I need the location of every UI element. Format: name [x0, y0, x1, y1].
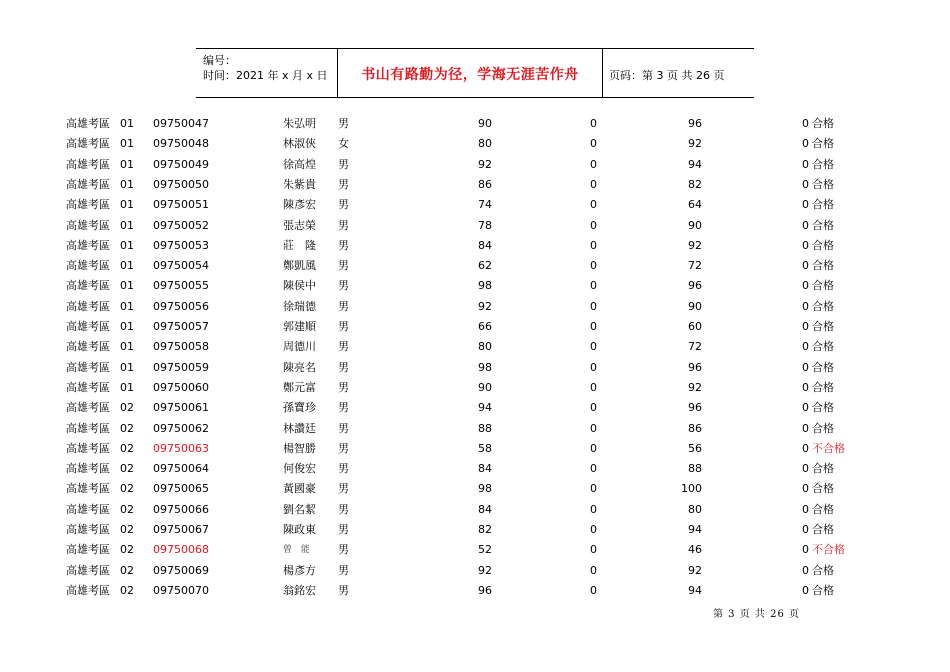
candidate-sex: 男 [338, 462, 349, 476]
score-extra: 0 [590, 380, 597, 394]
result-status: 合格 [812, 462, 834, 476]
table-row [0, 279, 950, 299]
class-number: 01 [120, 157, 134, 171]
class-number: 02 [120, 563, 134, 577]
score-extra: 0 [590, 563, 597, 577]
candidate-id: 09750049 [153, 157, 209, 171]
table-row [0, 178, 950, 198]
score-extra: 0 [590, 157, 597, 171]
exam-region: 高雄考區 [66, 380, 110, 394]
class-number: 01 [120, 177, 134, 191]
score-deduction: 0 [802, 441, 809, 455]
table-row [0, 117, 950, 137]
class-number: 02 [120, 462, 134, 476]
class-number: 01 [120, 259, 134, 273]
score-extra: 0 [590, 543, 597, 557]
table-row [0, 422, 950, 442]
candidate-id: 09750062 [153, 421, 209, 435]
score-extra: 0 [590, 401, 597, 415]
score-written: 84 [478, 462, 492, 476]
candidate-id: 09750047 [153, 117, 209, 130]
score-deduction: 0 [802, 137, 809, 151]
score-practical: 90 [688, 218, 702, 232]
score-extra: 0 [590, 238, 597, 252]
candidate-id: 09750066 [153, 502, 209, 516]
class-number: 02 [120, 421, 134, 435]
candidate-sex: 男 [338, 421, 349, 435]
page-number-label: 页码：第 3 页 共 26 页 [609, 69, 725, 82]
score-extra: 0 [590, 583, 597, 597]
result-status: 合格 [812, 218, 834, 232]
candidate-sex: 男 [338, 502, 349, 516]
score-written: 92 [478, 157, 492, 171]
score-deduction: 0 [802, 218, 809, 232]
score-practical: 92 [688, 137, 702, 151]
score-practical: 56 [688, 441, 702, 455]
result-status: 合格 [812, 583, 834, 597]
score-deduction: 0 [802, 279, 809, 293]
exam-region: 高雄考區 [66, 279, 110, 293]
candidate-sex: 男 [338, 482, 349, 496]
score-practical: 80 [688, 502, 702, 516]
candidate-name: 徐高煌 [283, 157, 316, 171]
score-deduction: 0 [802, 340, 809, 354]
result-status: 合格 [812, 502, 834, 516]
class-number: 02 [120, 523, 134, 536]
score-deduction: 0 [802, 259, 809, 273]
table-row [0, 543, 950, 563]
score-deduction: 0 [802, 198, 809, 212]
candidate-sex: 男 [338, 523, 349, 536]
candidate-sex: 男 [338, 441, 349, 455]
score-written: 80 [478, 137, 492, 151]
table-row [0, 462, 950, 482]
candidate-id: 09750064 [153, 462, 209, 476]
score-practical: 96 [688, 401, 702, 415]
score-written: 92 [478, 299, 492, 313]
result-status: 合格 [812, 340, 834, 354]
score-practical: 72 [688, 259, 702, 273]
table-row [0, 239, 950, 259]
score-written: 86 [478, 177, 492, 191]
exam-region: 高雄考區 [66, 421, 110, 435]
exam-region: 高雄考區 [66, 523, 110, 536]
score-extra: 0 [590, 259, 597, 273]
class-number: 01 [120, 198, 134, 212]
score-written: 94 [478, 401, 492, 415]
score-practical: 64 [688, 198, 702, 212]
table-row [0, 340, 950, 360]
score-extra: 0 [590, 523, 597, 536]
candidate-name: 陳亮名 [283, 360, 316, 374]
score-extra: 0 [590, 218, 597, 232]
exam-region: 高雄考區 [66, 401, 110, 415]
score-practical: 96 [688, 360, 702, 374]
candidate-sex: 男 [338, 543, 349, 557]
score-extra: 0 [590, 177, 597, 191]
candidate-name: 黃國豪 [283, 482, 316, 496]
exam-region: 高雄考區 [66, 441, 110, 455]
score-practical: 46 [688, 543, 702, 557]
score-practical: 90 [688, 299, 702, 313]
exam-region: 高雄考區 [66, 299, 110, 313]
score-deduction: 0 [802, 482, 809, 496]
candidate-name: 周德川 [283, 340, 316, 354]
table-row [0, 198, 950, 218]
score-extra: 0 [590, 137, 597, 151]
score-practical: 82 [688, 177, 702, 191]
score-deduction: 0 [802, 523, 809, 536]
score-written: 52 [478, 543, 492, 557]
score-practical: 96 [688, 279, 702, 293]
candidate-name: 徐瑞德 [283, 299, 316, 313]
score-deduction: 0 [802, 563, 809, 577]
motto-text: 书山有路勤为径，学海无涯苦作舟 [361, 67, 579, 83]
score-deduction: 0 [802, 177, 809, 191]
table-row [0, 158, 950, 178]
score-practical: 92 [688, 238, 702, 252]
class-number: 01 [120, 117, 134, 130]
class-number: 01 [120, 380, 134, 394]
class-number: 01 [120, 299, 134, 313]
score-deduction: 0 [802, 543, 809, 557]
candidate-name: 朱弘明 [283, 117, 316, 130]
table-row [0, 442, 950, 462]
score-written: 98 [478, 360, 492, 374]
score-extra: 0 [590, 441, 597, 455]
candidate-id: 09750048 [153, 137, 209, 151]
score-extra: 0 [590, 462, 597, 476]
class-number: 02 [120, 583, 134, 597]
class-number: 02 [120, 441, 134, 455]
class-number: 01 [120, 320, 134, 333]
exam-region: 高雄考區 [66, 340, 110, 354]
score-practical: 96 [688, 117, 702, 130]
candidate-id: 09750054 [153, 259, 209, 273]
candidate-name: 郭建順 [283, 320, 316, 333]
page-footer: 第 3 页 共 26 页 [713, 609, 800, 620]
result-status: 合格 [812, 157, 834, 171]
score-practical: 92 [688, 563, 702, 577]
score-practical: 60 [688, 320, 702, 333]
score-written: 62 [478, 259, 492, 273]
exam-region: 高雄考區 [66, 177, 110, 191]
score-written: 98 [478, 279, 492, 293]
table-row [0, 584, 950, 604]
candidate-sex: 女 [338, 137, 349, 151]
result-status: 合格 [812, 137, 834, 151]
candidate-id: 09750067 [153, 523, 209, 536]
class-number: 02 [120, 482, 134, 496]
page-header [196, 48, 754, 98]
class-number: 01 [120, 360, 134, 374]
class-number: 02 [120, 543, 134, 557]
candidate-sex: 男 [338, 117, 349, 130]
candidate-id: 09750053 [153, 238, 209, 252]
score-written: 82 [478, 523, 492, 536]
score-deduction: 0 [802, 320, 809, 333]
candidate-name: 林淑俠 [283, 137, 316, 151]
candidate-id: 09750056 [153, 299, 209, 313]
score-extra: 0 [590, 320, 597, 333]
result-status: 不合格 [812, 441, 845, 455]
score-deduction: 0 [802, 583, 809, 597]
candidate-sex: 男 [338, 320, 349, 333]
class-number: 01 [120, 340, 134, 354]
score-deduction: 0 [802, 401, 809, 415]
candidate-name: 翁銘宏 [283, 583, 316, 597]
exam-region: 高雄考區 [66, 259, 110, 273]
exam-region: 高雄考區 [66, 360, 110, 374]
score-extra: 0 [590, 198, 597, 212]
candidate-id: 09750050 [153, 177, 209, 191]
candidate-sex: 男 [338, 198, 349, 212]
result-status: 合格 [812, 380, 834, 394]
candidate-sex: 男 [338, 380, 349, 394]
time-label: 时间：2021 年 x 月 x 日 [203, 69, 328, 82]
candidate-sex: 男 [338, 299, 349, 313]
score-deduction: 0 [802, 462, 809, 476]
table-row [0, 401, 950, 421]
candidate-id: 09750058 [153, 340, 209, 354]
candidate-name: 林讚廷 [283, 421, 316, 435]
candidate-id: 09750057 [153, 320, 209, 333]
candidate-name: 楊彥方 [283, 563, 316, 577]
candidate-name: 鄭凱風 [283, 259, 316, 273]
class-number: 02 [120, 502, 134, 516]
score-practical: 88 [688, 462, 702, 476]
exam-region: 高雄考區 [66, 117, 110, 130]
exam-region: 高雄考區 [66, 583, 110, 597]
candidate-name: 何俊宏 [283, 462, 316, 476]
candidate-sex: 男 [338, 218, 349, 232]
table-row [0, 219, 950, 239]
candidate-name: 劉名絜 [283, 502, 316, 516]
table-row [0, 259, 950, 279]
result-status: 不合格 [812, 543, 845, 557]
table-row [0, 564, 950, 584]
score-extra: 0 [590, 421, 597, 435]
table-row [0, 137, 950, 157]
score-written: 90 [478, 380, 492, 394]
score-written: 90 [478, 117, 492, 130]
result-status: 合格 [812, 259, 834, 273]
exam-region: 高雄考區 [66, 198, 110, 212]
candidate-id: 09750051 [153, 198, 209, 212]
score-written: 80 [478, 340, 492, 354]
score-extra: 0 [590, 482, 597, 496]
result-status: 合格 [812, 401, 834, 415]
candidate-id: 09750052 [153, 218, 209, 232]
result-status: 合格 [812, 198, 834, 212]
score-practical: 94 [688, 523, 702, 536]
exam-region: 高雄考區 [66, 482, 110, 496]
header-divider [602, 49, 603, 97]
candidate-id: 09750065 [153, 482, 209, 496]
candidate-id: 09750060 [153, 380, 209, 394]
score-deduction: 0 [802, 117, 809, 130]
exam-region: 高雄考區 [66, 543, 110, 557]
score-written: 88 [478, 421, 492, 435]
candidate-sex: 男 [338, 279, 349, 293]
score-deduction: 0 [802, 360, 809, 374]
candidate-id: 09750061 [153, 401, 209, 415]
exam-region: 高雄考區 [66, 157, 110, 171]
table-row [0, 300, 950, 320]
score-practical: 92 [688, 380, 702, 394]
result-status: 合格 [812, 299, 834, 313]
score-written: 74 [478, 198, 492, 212]
candidate-name: 莊 隆 [283, 238, 316, 252]
candidate-name: 楊智勝 [283, 441, 316, 455]
candidate-name: 陳彥宏 [283, 198, 316, 212]
exam-region: 高雄考區 [66, 563, 110, 577]
result-status: 合格 [812, 117, 834, 130]
exam-region: 高雄考區 [66, 320, 110, 333]
score-extra: 0 [590, 279, 597, 293]
score-deduction: 0 [802, 421, 809, 435]
table-row [0, 503, 950, 523]
score-extra: 0 [590, 299, 597, 313]
result-status: 合格 [812, 177, 834, 191]
candidate-sex: 男 [338, 177, 349, 191]
score-practical: 100 [681, 482, 702, 496]
exam-region: 高雄考區 [66, 238, 110, 252]
score-extra: 0 [590, 360, 597, 374]
candidate-sex: 男 [338, 360, 349, 374]
table-row [0, 482, 950, 502]
result-status: 合格 [812, 563, 834, 577]
result-status: 合格 [812, 421, 834, 435]
candidate-name: 鄭元富 [283, 380, 316, 394]
candidate-name: 張志榮 [283, 218, 316, 232]
candidate-name: 孫寶珍 [283, 401, 316, 415]
score-practical: 86 [688, 421, 702, 435]
number-label: 编号： [203, 54, 236, 67]
candidate-sex: 男 [338, 259, 349, 273]
table-row [0, 381, 950, 401]
candidate-name: 陳侯中 [283, 279, 316, 293]
exam-region: 高雄考區 [66, 218, 110, 232]
class-number: 01 [120, 137, 134, 151]
score-deduction: 0 [802, 157, 809, 171]
score-written: 78 [478, 218, 492, 232]
score-written: 58 [478, 441, 492, 455]
score-written: 92 [478, 563, 492, 577]
exam-region: 高雄考區 [66, 462, 110, 476]
candidate-id: 09750059 [153, 360, 209, 374]
score-written: 84 [478, 238, 492, 252]
table-row [0, 523, 950, 543]
candidate-name: 朱紫貴 [283, 177, 316, 191]
candidate-sex: 男 [338, 401, 349, 415]
candidate-sex: 男 [338, 340, 349, 354]
score-deduction: 0 [802, 238, 809, 252]
candidate-id: 09750068 [153, 543, 209, 557]
exam-region: 高雄考區 [66, 137, 110, 151]
table-row [0, 361, 950, 381]
candidate-id: 09750069 [153, 563, 209, 577]
candidate-id: 09750055 [153, 279, 209, 293]
result-status: 合格 [812, 238, 834, 252]
score-extra: 0 [590, 502, 597, 516]
candidate-sex: 男 [338, 238, 349, 252]
candidate-sex: 男 [338, 583, 349, 597]
class-number: 01 [120, 238, 134, 252]
result-status: 合格 [812, 360, 834, 374]
candidate-sex: 男 [338, 563, 349, 577]
table-row [0, 320, 950, 340]
result-status: 合格 [812, 279, 834, 293]
class-number: 01 [120, 218, 134, 232]
score-written: 98 [478, 482, 492, 496]
class-number: 01 [120, 279, 134, 293]
result-status: 合格 [812, 320, 834, 333]
candidate-name: 曾 能 [283, 545, 313, 556]
result-status: 合格 [812, 523, 834, 536]
score-deduction: 0 [802, 380, 809, 394]
score-practical: 94 [688, 583, 702, 597]
score-deduction: 0 [802, 299, 809, 313]
candidate-sex: 男 [338, 157, 349, 171]
score-written: 84 [478, 502, 492, 516]
score-extra: 0 [590, 117, 597, 130]
score-extra: 0 [590, 340, 597, 354]
score-written: 66 [478, 320, 492, 333]
score-practical: 72 [688, 340, 702, 354]
class-number: 02 [120, 401, 134, 415]
score-written: 96 [478, 583, 492, 597]
candidate-id: 09750070 [153, 583, 209, 597]
candidate-id: 09750063 [153, 441, 209, 455]
result-status: 合格 [812, 482, 834, 496]
candidate-name: 陳政東 [283, 523, 316, 536]
score-deduction: 0 [802, 502, 809, 516]
exam-region: 高雄考區 [66, 502, 110, 516]
score-practical: 94 [688, 157, 702, 171]
